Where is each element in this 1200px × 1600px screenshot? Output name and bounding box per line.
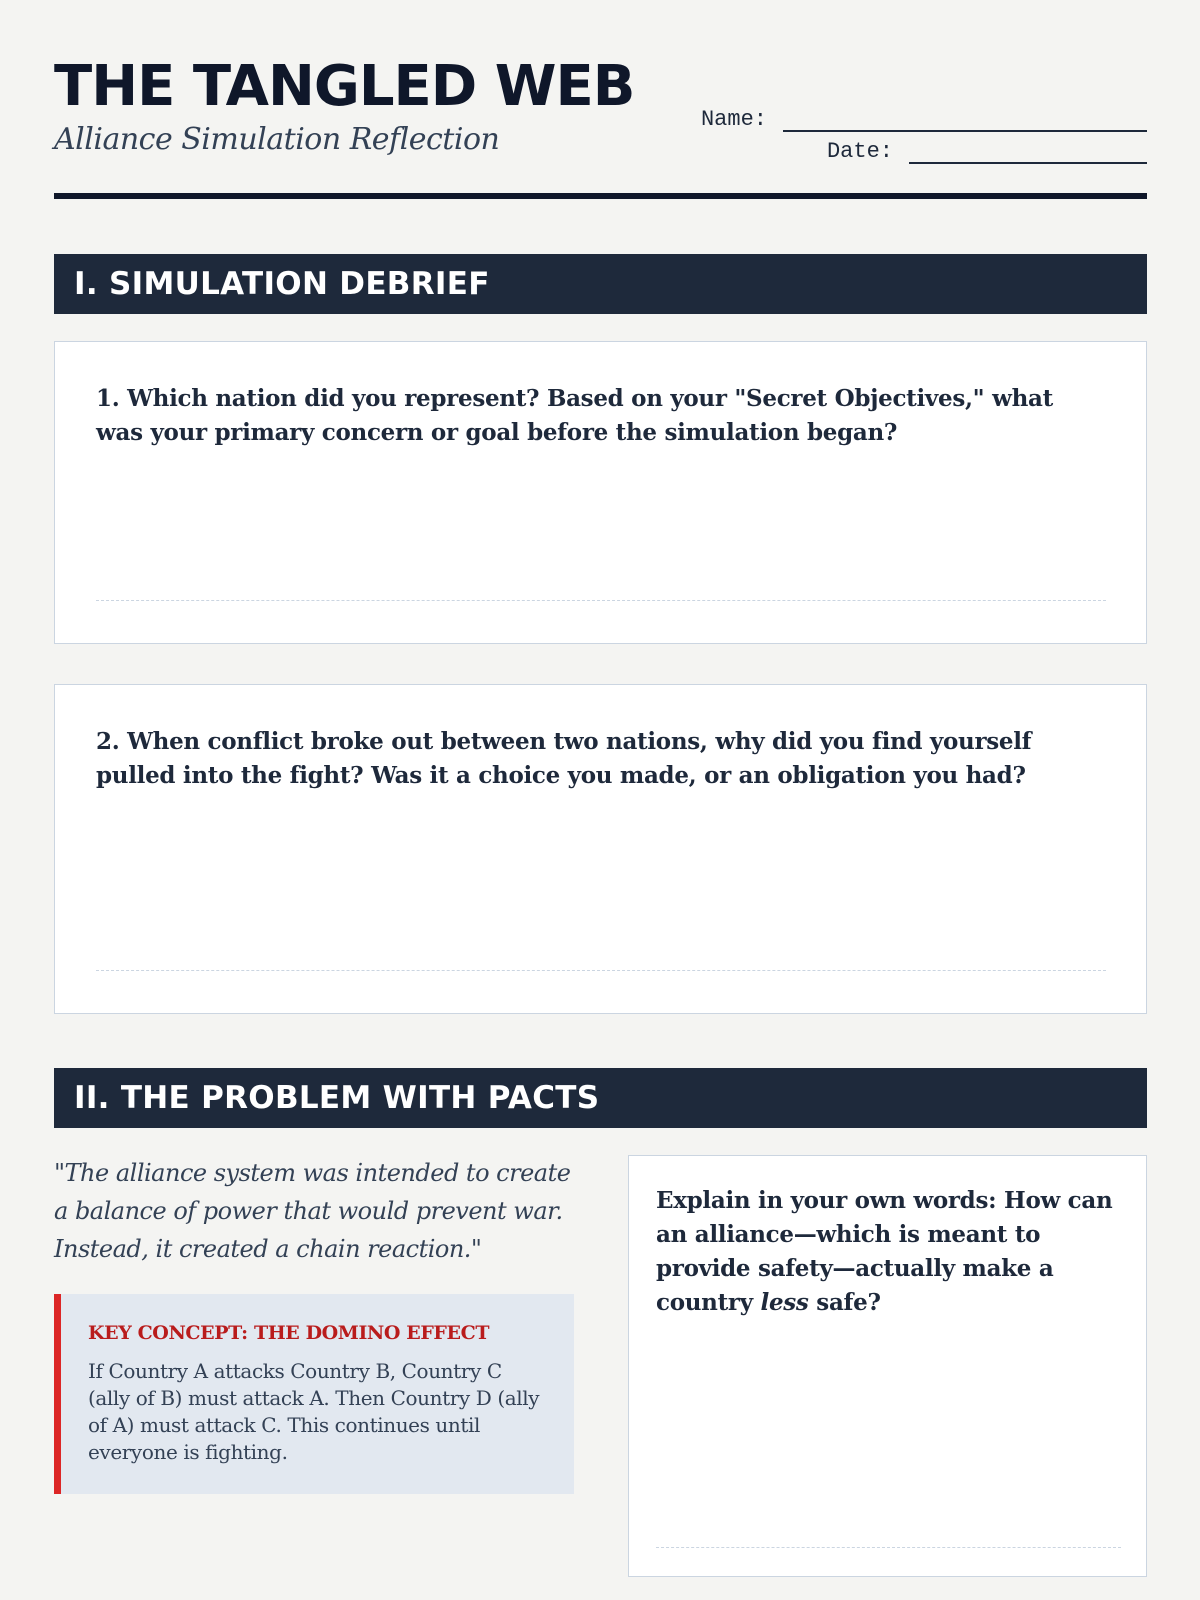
worksheet-subtitle: Alliance Simulation Reflection <box>54 122 500 157</box>
question-box-1 <box>54 341 1147 644</box>
explain-question-part-2: safe? <box>808 1289 881 1316</box>
name-field[interactable] <box>783 108 1147 132</box>
key-concept-body: If Country A attacks Country B, Country C (ally of B) must attack A. Then Country D (ally of A) must attack C. This continues until everyone is fighting. <box>88 1359 540 1464</box>
explain-question-text <box>656 1184 1126 1320</box>
alliance-quote: "The alliance system was intended to create a balance of power that would prevent war. Instead, it created a chain reaction." <box>54 1159 571 1263</box>
question-2-text: 2. When conflict broke out between two nations, why did you find yourself pulled into the fight? Was it a choice you made, or an obligation you had? <box>96 728 1032 789</box>
explain-question-emphasis: less <box>760 1289 809 1316</box>
key-concept-title: KEY CONCEPT: THE DOMINO EFFECT <box>88 1322 490 1344</box>
name-field-row <box>697 100 1147 132</box>
worksheet-title: THE TANGLED WEB <box>54 54 635 119</box>
date-field-row <box>697 132 1147 164</box>
question-1-text: 1. Which nation did you represent? Based on your "Secret Objectives," what was your primary concern or goal before the simulation began? <box>96 385 1053 446</box>
explain-question-box <box>628 1155 1147 1577</box>
student-info-fields <box>697 100 1147 164</box>
date-field[interactable] <box>909 140 1147 164</box>
name-label: Name: <box>700 107 767 132</box>
section-heading-pacts: II. THE PROBLEM WITH PACTS <box>54 1068 1147 1128</box>
answer-area-3[interactable] <box>656 1547 1121 1548</box>
answer-area-2[interactable] <box>96 970 1106 971</box>
question-box-2 <box>54 684 1147 1014</box>
explain-question-part-1: Explain in your own words: How can an alliance—which is meant to provide safety—actually make a country <box>656 1187 1113 1316</box>
worksheet-page <box>54 0 1147 1600</box>
answer-area-1[interactable] <box>96 600 1106 601</box>
date-label: Date: <box>826 139 893 164</box>
worksheet-header <box>54 56 1147 201</box>
key-concept-box <box>54 1294 574 1494</box>
header-divider <box>54 193 1147 199</box>
section-heading-debrief: I. SIMULATION DEBRIEF <box>54 254 1147 314</box>
